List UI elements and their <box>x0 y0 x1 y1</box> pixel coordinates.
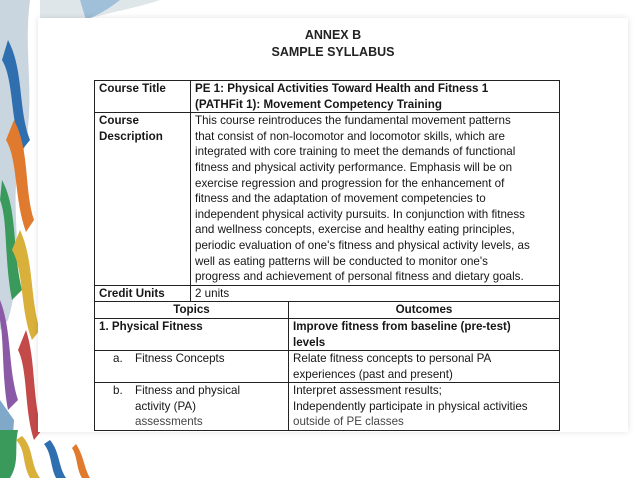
topics-header: Topics <box>95 302 289 319</box>
decorative-brush-strokes-bottom <box>0 430 110 478</box>
outcome-fitness-assessments: Interpret assessment results; Independently participate in physical activities outside of PE classes <box>289 383 560 431</box>
outcome-physical-fitness: Improve fitness from baseline (pre-test) levels <box>289 318 560 350</box>
syllabus-title: SAMPLE SYLLABUS <box>271 45 395 59</box>
credit-units-value: 2 units <box>191 285 560 302</box>
topic-fitness-concepts <box>95 351 289 383</box>
annex-heading: ANNEX B <box>304 28 362 42</box>
course-title-value: PE 1: Physical Activities Toward Health and Fitness 1 (PATHFit 1): Movement Competency Training <box>191 81 560 113</box>
topic-letter-b: b. <box>113 384 123 398</box>
topic-row-physical-fitness <box>95 318 560 350</box>
topic-a-text: Fitness Concepts <box>135 352 225 366</box>
topic-row-fitness-concepts <box>95 351 560 383</box>
course-description-text: This course reintroduces the fundamental movement patterns that consist of non-locomotor and locomotor skills, which are integrated with core training to meet the demands of functional fitness and physical activity performance. Emphasis will be on exercise regression and progression for the enhancement of fitness and the adaptation of movement competencies to independent physical activity pursuits. In conjunction with fitness and wellness concepts, exercise and healthy eating principles, periodic evaluation of one's fitness and physical activity levels, as well as eating patterns will be conducted to monitor one's progress and achievement of personal fitness and dietary goals. <box>191 113 560 286</box>
topic-fitness-assessments: b. Fitness and physical activity (PA) assessments <box>95 383 289 431</box>
syllabus-table <box>94 80 560 431</box>
course-description-row <box>95 113 560 286</box>
course-title-label: Course Title <box>95 81 191 113</box>
outcome-fitness-concepts: Relate fitness concepts to personal PA experiences (past and present) <box>289 351 560 383</box>
topic-row-fitness-assessments <box>95 383 560 431</box>
syllabus-page <box>38 18 628 432</box>
topic-letter-a: a. <box>113 352 123 366</box>
credit-units-row <box>95 285 560 302</box>
outcomes-header: Outcomes <box>289 302 560 319</box>
credit-units-label: Credit Units <box>95 285 191 302</box>
course-description-label: Course Description <box>95 113 191 286</box>
topics-outcomes-header-row <box>95 302 560 319</box>
topic-physical-fitness: 1. Physical Fitness <box>95 318 289 350</box>
course-title-row <box>95 81 560 113</box>
